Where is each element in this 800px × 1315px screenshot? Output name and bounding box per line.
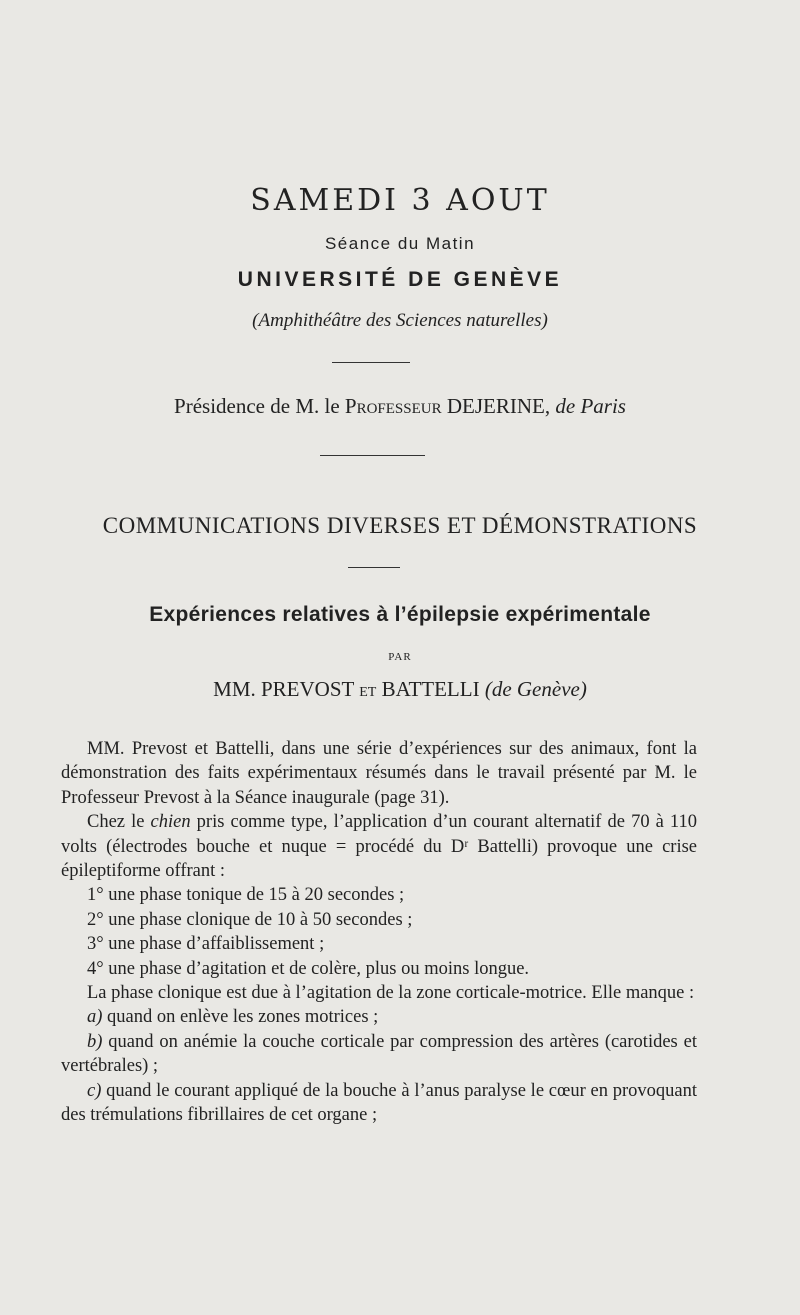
session-date: SAMEDI 3 AOUT (250, 183, 550, 218)
presidency-prefix: Présidence de M. le (174, 394, 345, 418)
divider-rule (320, 455, 425, 456)
list-label: c) (87, 1080, 102, 1101)
paragraph: La phase clonique est due à l’agitation de la zone corticale-motrice. Elle manque : (87, 983, 695, 1004)
authors-et: ET (359, 685, 377, 700)
session-time: Séance du Matin (324, 234, 476, 253)
list-item (61, 1030, 697, 1079)
list-text: quand le courant appliqué de la bouche à l’anus paralyse le cœur en provoquant des trémulations fibrillaires de cet organe ; (61, 1080, 697, 1126)
emphasis: chien (150, 812, 191, 833)
article-title: Expériences relatives à l’épilepsie expérimentale (149, 603, 651, 626)
paragraph-text: pris comme type, l’application d’un courant alternatif de 70 à 110 volts (électrodes bouche et nuque = procédé du Dʳ Battelli) provoque une crise épileptiforme offrant : (61, 812, 697, 882)
list-label: a) (87, 1007, 103, 1028)
list-label: b) (87, 1031, 103, 1052)
presidency-line (0, 394, 800, 419)
divider-rule (348, 567, 400, 568)
list-item: 2° une phase clonique de 10 à 50 secondes ; (87, 909, 413, 930)
article-body (61, 737, 697, 1128)
list-item: 3° une phase d’affaiblissement ; (87, 934, 325, 955)
list-item: 4° une phase d’agitation et de colère, plus ou moins longue. (87, 958, 530, 979)
venue: (Amphithéâtre des Sciences naturelles) (252, 310, 548, 331)
list-item (61, 1005, 697, 1029)
article-par: PAR (388, 651, 412, 663)
authors-a: MM. PREVOST (213, 677, 360, 701)
list-item (61, 1079, 697, 1128)
article-authors (0, 677, 800, 702)
presidency-name: DEJERINE, (441, 394, 556, 418)
presidency-city: de Paris (555, 394, 626, 418)
presidency-title: Professeur (344, 394, 442, 418)
list-text: quand on enlève les zones motrices ; (102, 1007, 379, 1028)
list-text: quand on anémie la couche corticale par compression des artères (carotides et vertébrales) ; (61, 1031, 697, 1077)
divider-rule (332, 362, 410, 363)
section-title: COMMUNICATIONS DIVERSES ET DÉMONSTRATIONS (102, 513, 698, 538)
list-item: 1° une phase tonique de 15 à 20 secondes ; (87, 885, 405, 906)
paragraph: MM. Prevost et Battelli, dans une série d’expériences sur des animaux, font la démonstration des faits expérimentaux résumés dans le travail présenté par M. le Professeur Prevost à la Séance inaugurale (page 31). (61, 739, 697, 808)
paragraph (61, 810, 697, 883)
paragraph-text: Chez le (87, 812, 151, 833)
authors-b: BATTELLI (376, 677, 485, 701)
authors-place: (de Genève) (484, 677, 587, 701)
university-heading: UNIVERSITÉ DE GENÈVE (237, 268, 563, 291)
